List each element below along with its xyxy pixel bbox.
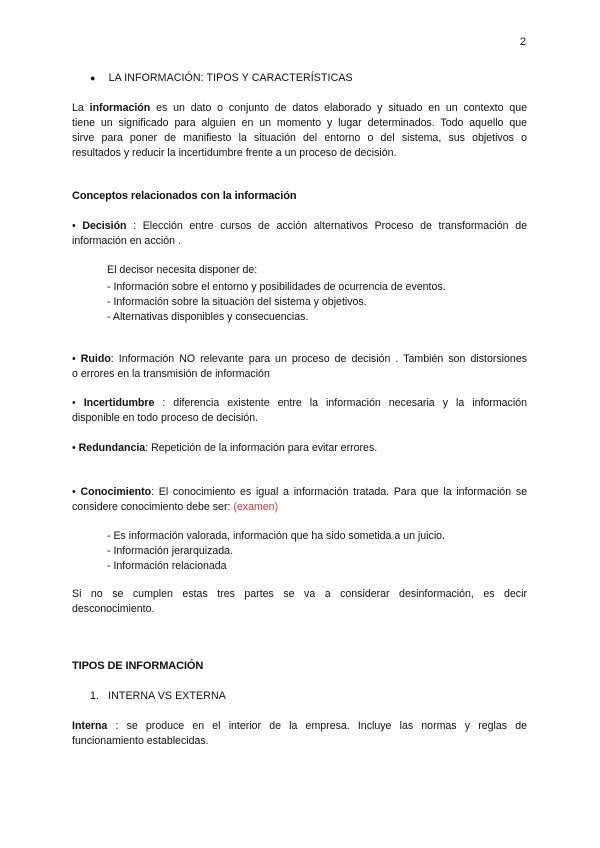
tipos-list-item bbox=[90, 689, 226, 704]
intro-line-3: sirve para poner de manifiesto la situación del entorno o del sistema, sus objetivos o bbox=[72, 132, 527, 144]
term-redundancia: Redundancia bbox=[78, 442, 146, 454]
ruido-paragraph bbox=[72, 352, 527, 382]
interna-paragraph bbox=[72, 719, 527, 749]
ruido-line-2: o errores en la transmisión de información bbox=[72, 368, 270, 380]
intro-line-4: resultados y reducir la incertidumbre frente a un proceso de decisión. bbox=[72, 147, 397, 159]
interna-line-1: Interna : se produce en el interior de la empresa. Incluye las normas y reglas de bbox=[72, 720, 527, 732]
list-item: - Información jerarquizada. bbox=[107, 545, 234, 557]
term-ruido: Ruido bbox=[80, 353, 111, 365]
term-informacion: información bbox=[89, 102, 151, 114]
list-item: - Alternativas disponibles y consecuencias. bbox=[107, 311, 309, 323]
list-item: - Información sobre la situación del sistema y objetivos. bbox=[107, 296, 367, 308]
conocimiento-list bbox=[107, 529, 445, 574]
bullet-icon: ● bbox=[90, 73, 96, 83]
item-label: INTERNA VS EXTERNA bbox=[108, 690, 226, 702]
concepts-heading: Conceptos relacionados con la información bbox=[72, 190, 297, 202]
conocimiento-line-1: • Conocimiento: El conocimiento es igual a información tratada. Para que la información se bbox=[72, 486, 528, 498]
decision-line-2: información en acción . bbox=[72, 235, 181, 247]
term-conocimiento: Conocimiento bbox=[80, 486, 152, 498]
exam-note: (examen) bbox=[233, 501, 279, 513]
incertidumbre-line-2: disponible en todo proceso de decisión. bbox=[72, 412, 259, 424]
term-incertidumbre: Incertidumbre bbox=[83, 397, 155, 409]
list-item: - Información relacionada bbox=[107, 560, 227, 572]
section-title: LA INFORMACIÓN: TIPOS Y CARACTERÍSTICAS bbox=[108, 72, 353, 84]
list-item: - Información sobre el entorno y posibilidades de ocurrencia de eventos. bbox=[107, 281, 446, 293]
redundancia-paragraph: • Redundancia: Repetición de la información para evitar errores. bbox=[72, 442, 378, 454]
page-number: 2 bbox=[519, 36, 526, 48]
incertidumbre-paragraph bbox=[72, 396, 527, 426]
conocimiento-paragraph bbox=[72, 485, 527, 515]
term-decision: Decisión bbox=[82, 220, 127, 232]
decision-list bbox=[107, 280, 446, 325]
closing-line-1: Si no se cumplen estas tres partes se va a considerar desinformación, es decir bbox=[72, 588, 527, 600]
decision-paragraph bbox=[72, 219, 527, 249]
item-number: 1. bbox=[90, 690, 100, 702]
section-heading bbox=[90, 71, 353, 86]
closing-paragraph bbox=[72, 587, 527, 617]
intro-line-1: La información es un dato o conjunto de datos elaborado y situado en un contexto que bbox=[72, 102, 527, 114]
decision-line-1: • Decisión : Elección entre cursos de acción alternativos Proceso de transformación de bbox=[72, 220, 527, 232]
list-item: - Es información valorada, información que ha sido sometida a un juicio. bbox=[107, 530, 446, 542]
tipos-heading: TIPOS DE INFORMACIÓN bbox=[72, 660, 204, 672]
interna-line-2: funcionamiento establecidas. bbox=[72, 735, 209, 747]
conocimiento-line-2: considere conocimiento debe ser: (examen) bbox=[72, 501, 279, 513]
term-interna: Interna bbox=[72, 720, 108, 732]
closing-line-2: desconocimiento. bbox=[72, 603, 155, 615]
intro-line-2: tiene un significado para alguien en un momento y lugar determinados. Todo aquello que bbox=[72, 117, 527, 129]
intro-paragraph bbox=[72, 101, 527, 161]
incertidumbre-line-1: • Incertidumbre : diferencia existente entre la información necesaria y la información bbox=[72, 397, 527, 409]
ruido-line-1: • Ruido: Información NO relevante para un proceso de decisión . También son distorsiones bbox=[72, 353, 528, 365]
decision-list-intro: El decisor necesita disponer de: bbox=[107, 264, 258, 276]
